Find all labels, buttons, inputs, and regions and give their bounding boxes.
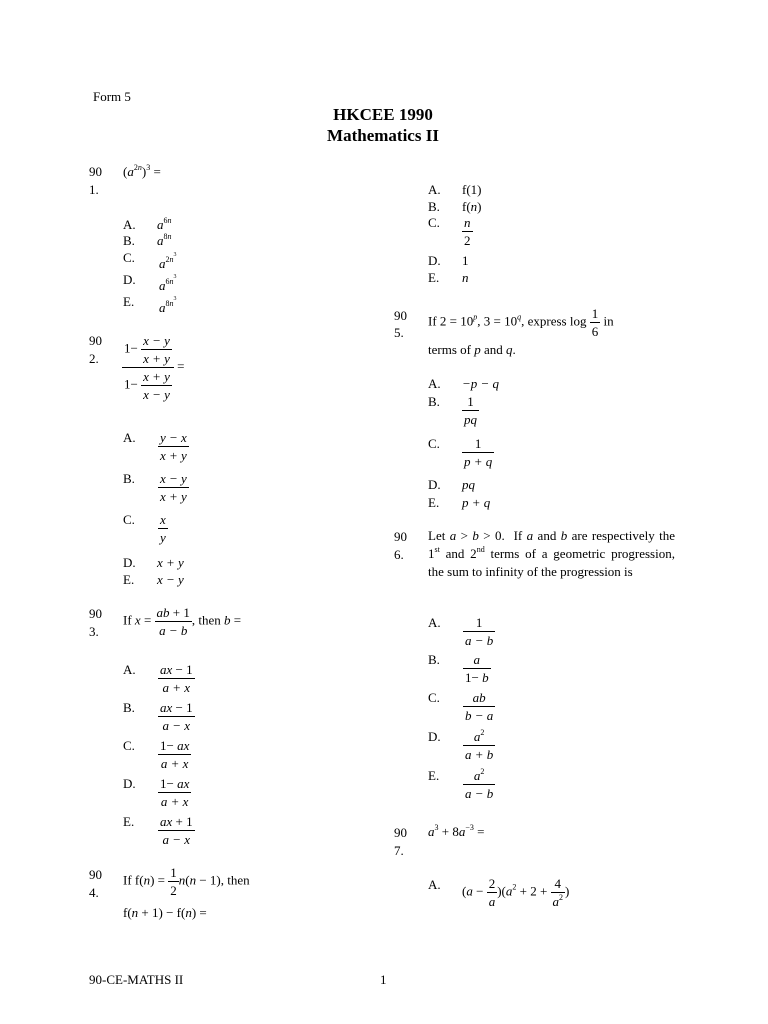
q3-d-label: D.: [123, 776, 136, 791]
q6-d-label: D.: [428, 729, 441, 744]
q1-option-d: $a^{6n^3}$: [159, 274, 177, 293]
q2-stem: 1− $\frac{x - y}{x + y}$ 1− $\frac{x + y}{x - y}$ =: [124, 333, 185, 402]
q4-option-d: 1: [462, 253, 469, 268]
q5-stem: If $2 = 10^p$, $3 = 10^q$, express log $\frac{1}{6}$ in: [428, 306, 614, 339]
q6-option-d: $\frac{a^2}{a + b}$: [465, 728, 494, 762]
exam-title: HKCEE 1990: [333, 105, 433, 124]
q1-option-c: $a^{2n^3}$: [159, 252, 177, 271]
q5-a-label: A.: [428, 376, 441, 391]
q5-number: 90: [394, 308, 407, 323]
q6-option-e: $\frac{a^2}{a - b}$: [465, 767, 494, 801]
q1-d-label: D.: [123, 272, 136, 287]
q3-c-label: C.: [123, 738, 135, 753]
q3-option-d: $\frac{1- ax}{a + x}$: [160, 776, 190, 809]
q6-a-label: A.: [428, 615, 441, 630]
q3-a-label: A.: [123, 662, 136, 677]
q2-option-c: $\frac{x}{y}$: [160, 512, 166, 545]
q6-option-c: $\frac{ab}{b - a}$: [465, 690, 494, 723]
q2-number: 90: [89, 333, 102, 348]
q1-e-label: E.: [123, 294, 135, 309]
q6-c-label: C.: [428, 690, 440, 705]
q3-stem: If x = $\frac{ab + 1}{a - b}$ , then b =: [123, 605, 242, 638]
q5-option-d: pq: [462, 477, 475, 492]
q2-c-label: C.: [123, 512, 135, 527]
q3-option-c: $\frac{1- ax}{a + x}$: [160, 738, 190, 771]
page-number: 1: [380, 972, 387, 987]
q4-stem-line2: f(n + 1) − f(n) =: [123, 905, 207, 920]
q4-option-c: $\frac{n}{2}$: [464, 215, 471, 248]
q4-e-label: E.: [428, 270, 440, 285]
q4-option-b: f(n): [462, 199, 482, 214]
q1-option-b: $a^{8n}$: [157, 232, 172, 248]
q6-option-b: $\frac{a}{1- b}$: [465, 652, 489, 685]
q6-stem: Let a > b > 0. If a and b are respectively the 1st and 2nd terms of a geometric progression, the sum to infinity of the progression is: [428, 528, 675, 579]
q4-stem: If f(n) = $\frac{1}{2}$ n(n − 1), then: [123, 865, 250, 898]
q3-e-label: E.: [123, 814, 135, 829]
q3-b-label: B.: [123, 700, 135, 715]
q2-b-label: B.: [123, 471, 135, 486]
q4-number: 90: [89, 867, 102, 882]
q2-e-label: E.: [123, 572, 135, 587]
q4-d-label: D.: [428, 253, 441, 268]
q4-option-e: n: [462, 270, 469, 285]
q1-option-e: $a^{8n^3}$: [159, 296, 177, 315]
q1-option-a: $a^{6n}$: [157, 216, 172, 232]
q3-subnumber: 3.: [89, 624, 99, 639]
q1-a-label: A.: [123, 217, 136, 232]
q5-e-label: E.: [428, 495, 440, 510]
q6-subnumber: 6.: [394, 547, 404, 562]
q2-subnumber: 2.: [89, 351, 99, 366]
q2-option-e: x − y: [157, 572, 184, 587]
q3-option-e: $\frac{ax + 1}{a - x}$: [160, 814, 193, 847]
q4-c-label: C.: [428, 215, 440, 230]
q1-c-label: C.: [123, 250, 135, 265]
q5-option-e: p + q: [462, 495, 491, 510]
form-label: Form 5: [93, 89, 131, 104]
q2-option-a: $\frac{y - x}{x + y}$: [160, 430, 187, 463]
q7-number: 90: [394, 825, 407, 840]
q6-e-label: E.: [428, 768, 440, 783]
q1-number: 90: [89, 164, 102, 179]
q3-option-a: $\frac{ax - 1}{a + x}$: [160, 662, 193, 695]
q5-option-b: $\frac{1}{pq}$: [464, 394, 477, 427]
q7-subnumber: 7.: [394, 843, 404, 858]
exam-subtitle: Mathematics II: [327, 126, 439, 145]
q2-option-b: $\frac{x - y}{x + y}$: [160, 471, 187, 504]
q4-b-label: B.: [428, 199, 440, 214]
q1-b-label: B.: [123, 233, 135, 248]
q2-option-d: x + y: [157, 555, 184, 570]
q1-stem: $(a^{2n})^3$ =: [123, 163, 161, 179]
q5-d-label: D.: [428, 477, 441, 492]
q6-number: 90: [394, 529, 407, 544]
q3-number: 90: [89, 606, 102, 621]
q4-option-a: f(1): [462, 182, 482, 197]
q7-a-label: A.: [428, 877, 441, 892]
q5-subnumber: 5.: [394, 325, 404, 340]
q5-c-label: C.: [428, 436, 440, 451]
q6-b-label: B.: [428, 652, 440, 667]
q4-a-label: A.: [428, 182, 441, 197]
q7-stem: $a^3 + 8a^{-3}$ =: [428, 823, 485, 839]
q2-a-label: A.: [123, 430, 136, 445]
q1-subnumber: 1.: [89, 182, 99, 197]
q5-option-c: $\frac{1}{p + q}$: [464, 436, 493, 469]
q5-b-label: B.: [428, 394, 440, 409]
q3-option-b: $\frac{ax - 1}{a - x}$: [160, 700, 193, 733]
q5-stem-line2: terms of p and q.: [428, 342, 516, 357]
q6-option-a: $\frac{1}{a - b}$: [465, 615, 494, 648]
q2-d-label: D.: [123, 555, 136, 570]
q4-subnumber: 4.: [89, 885, 99, 900]
q7-option-a: (a − $\frac{2}{a}$ )($a^2 + 2$ + $\frac{4}{a^2}$ ): [462, 876, 570, 909]
footer-code: 90-CE-MATHS II: [89, 972, 184, 987]
q5-option-a: −p − q: [462, 376, 500, 391]
